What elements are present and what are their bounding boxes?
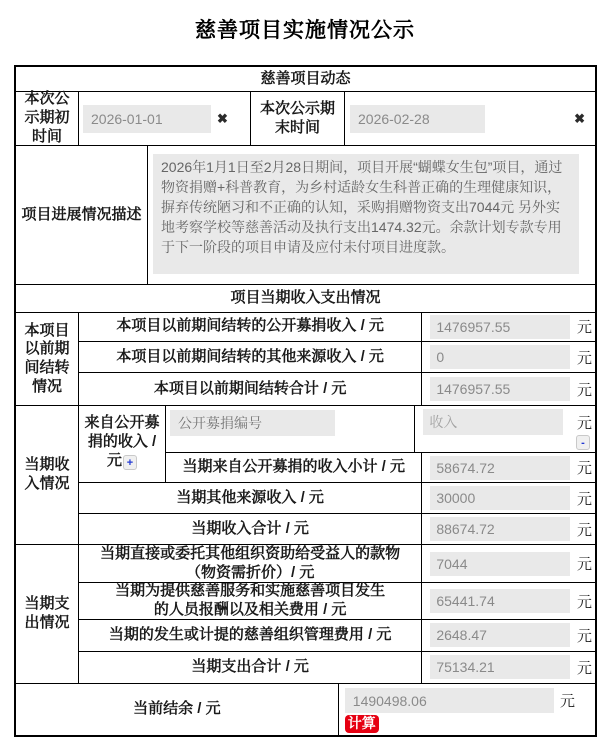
income-other-cell [421, 483, 595, 513]
expense-total-cell [421, 652, 595, 683]
clear-end-date-button[interactable] [572, 112, 587, 125]
period-end-input[interactable] [350, 105, 485, 133]
income-other-input[interactable] [430, 486, 570, 510]
income-category-label: 当期收入情况 [24, 456, 70, 492]
unit-label: 元 [576, 556, 592, 573]
progress-row [16, 145, 595, 284]
donation-income-input[interactable] [423, 409, 563, 435]
balance-cell [338, 684, 595, 735]
expense-admin-cell [421, 620, 595, 651]
income-rows [78, 406, 595, 544]
clear-start-date-button[interactable] [215, 112, 230, 125]
income-subtotal-cell [421, 453, 595, 482]
period-end-cell [344, 92, 595, 145]
carryover-public-input[interactable] [430, 315, 570, 339]
table-row [79, 482, 595, 513]
expense-staff-input[interactable] [430, 589, 570, 613]
unit-label: 元 [576, 490, 592, 508]
expense-aid-cell [421, 545, 595, 582]
income-total-input[interactable] [430, 517, 570, 541]
unit-label: 元 [576, 319, 592, 337]
close-icon: ✖ [574, 111, 585, 126]
donation-no-cell [166, 406, 414, 452]
income-section [16, 405, 595, 544]
balance-label: 当前结余 / 元 [133, 700, 221, 718]
carryover-other-label: 本项目以前期间结转的其他来源收入 / 元 [116, 347, 384, 365]
minus-icon: - [581, 436, 585, 449]
income-subtotal-label: 当期来自公开募捐的收入小计 / 元 [182, 458, 405, 476]
table-row [79, 341, 595, 373]
table-row [79, 313, 595, 341]
income-total-cell [421, 514, 595, 544]
unit-label: 元 [559, 693, 575, 710]
table-row [79, 651, 595, 683]
progress-textarea[interactable] [153, 154, 579, 274]
remove-donation-row-button[interactable] [576, 435, 590, 450]
expense-admin-label: 当期的发生或计提的慈善组织管理费用 / 元 [108, 625, 392, 643]
income-subtotal-input[interactable] [430, 456, 570, 480]
donation-no-input[interactable] [170, 410, 335, 436]
table-row [79, 372, 595, 405]
table-row [79, 513, 595, 544]
charity-project-table [14, 65, 597, 737]
unit-label: 元 [576, 659, 592, 677]
table-row [79, 545, 595, 582]
donation-entry-row [166, 406, 595, 452]
add-donation-row-button[interactable] [123, 455, 137, 470]
carryover-section [16, 312, 595, 405]
table-row [166, 452, 595, 482]
unit-label: 元 [576, 521, 592, 539]
table-row [79, 582, 595, 619]
balance-input[interactable] [345, 688, 554, 713]
public-donation-subrows [165, 406, 595, 482]
carryover-rows [78, 313, 595, 405]
unit-label: 元 [576, 381, 592, 399]
page-title: 慈善项目实施情况公示 [195, 19, 415, 42]
unit-label: 元 [576, 414, 592, 432]
expense-aid-input[interactable] [430, 552, 570, 576]
unit-label: 元 [576, 627, 592, 645]
expense-aid-label: 当期直接或委托其他组织资助给受益人的款物（物资需折价）/ 元 [100, 544, 401, 581]
period-start-cell [78, 92, 250, 145]
period-end-label: 本次公示期末时间 [250, 92, 344, 145]
carryover-other-cell [421, 342, 595, 373]
income-other-label: 当期其他来源收入 / 元 [176, 488, 324, 506]
progress-cell [147, 146, 595, 284]
unit-label: 元 [576, 593, 592, 611]
expense-rows [78, 545, 595, 683]
calculate-button[interactable]: 计算 [345, 715, 379, 733]
period-start-label: 本次公示期初时间 [24, 90, 70, 145]
carryover-category-label: 本项目以前期间结转情况 [24, 321, 70, 395]
finance-header-row [16, 284, 595, 312]
balance-row [16, 683, 595, 735]
close-icon: ✖ [217, 111, 228, 126]
carryover-public-label: 本项目以前期间结转的公开募捐收入 / 元 [116, 317, 384, 335]
carryover-total-input[interactable] [430, 377, 570, 401]
plus-icon: + [126, 456, 134, 469]
carryover-public-cell [421, 313, 595, 341]
dynamics-header: 慈善项目动态 [260, 69, 351, 87]
carryover-total-cell [421, 373, 595, 405]
expense-admin-input[interactable] [430, 623, 570, 647]
income-total-label: 当期收入合计 / 元 [191, 519, 309, 537]
carryover-total-label: 本项目以前期间结转合计 / 元 [153, 379, 347, 397]
public-donation-group-label: 来自公开募捐的收入 / 元 + [84, 414, 160, 469]
period-start-input[interactable] [83, 105, 211, 133]
public-donation-block [79, 406, 595, 482]
dynamics-header-row [16, 67, 595, 91]
expense-total-input[interactable] [430, 655, 570, 679]
expense-section [16, 544, 595, 683]
expense-staff-cell [421, 583, 595, 619]
progress-label: 项目进展情况描述 [21, 205, 142, 223]
carryover-other-input[interactable] [430, 345, 570, 369]
period-row [16, 91, 595, 145]
finance-header: 项目当期收入支出情况 [230, 289, 381, 307]
unit-label: 元 [576, 349, 592, 367]
table-row [79, 619, 595, 651]
donation-income-cell [414, 406, 595, 452]
expense-category-label: 当期支出情况 [24, 595, 70, 631]
expense-staff-label: 当期为提供慈善服务和实施慈善项目发生的人员报酬以及相关费用 / 元 [115, 582, 386, 618]
unit-label: 元 [576, 460, 592, 477]
expense-total-label: 当期支出合计 / 元 [191, 657, 309, 675]
